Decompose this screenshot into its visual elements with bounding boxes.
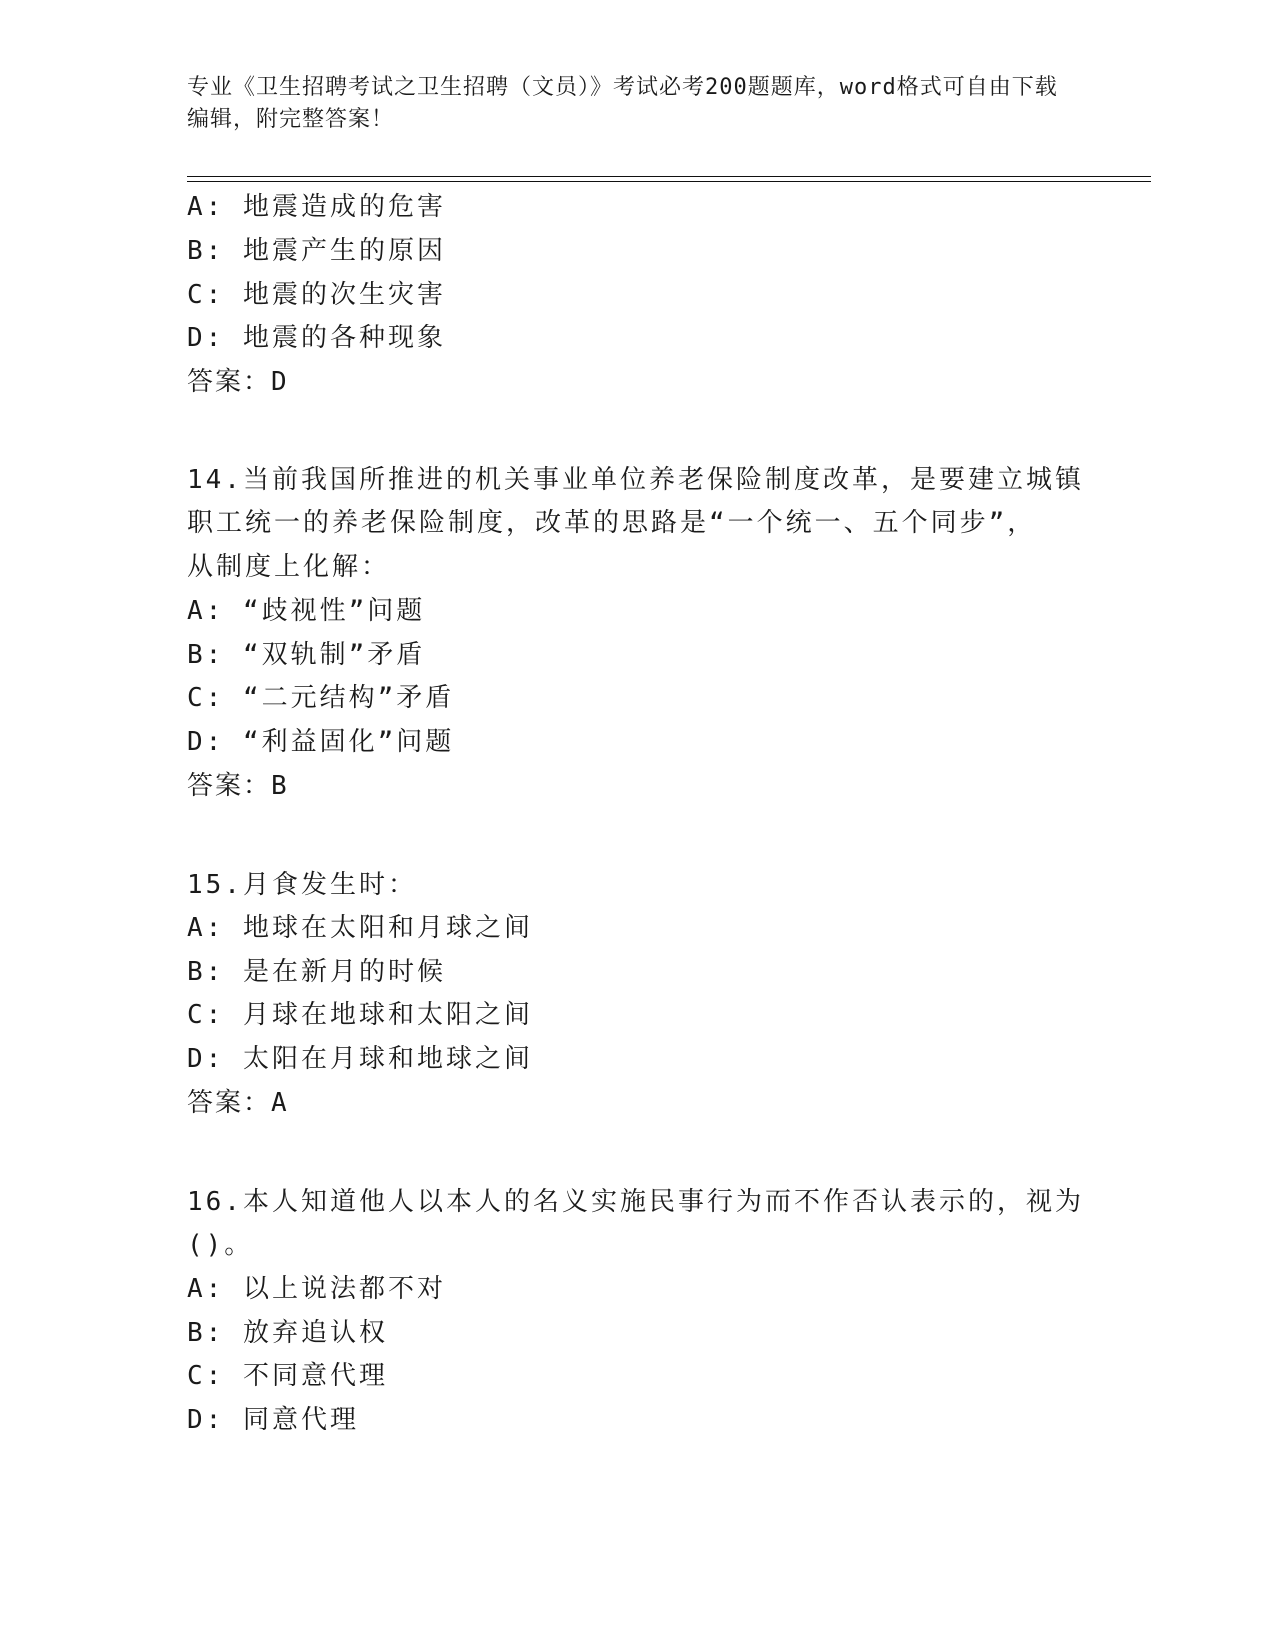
q13-option-b: B: 地震产生的原因 bbox=[187, 236, 446, 266]
q15-option-a: A: 地球在太阳和月球之间 bbox=[187, 913, 533, 943]
q15-stem-line-1: 15.月食发生时： bbox=[187, 870, 417, 900]
q14-answer: 答案：B bbox=[187, 771, 289, 801]
q13-answer: 答案：D bbox=[187, 367, 289, 397]
q16-option-a: A: 以上说法都不对 bbox=[187, 1274, 446, 1304]
header-divider-bottom bbox=[187, 181, 1151, 182]
q14-option-c: C: “二元结构”矛盾 bbox=[187, 683, 455, 713]
q14-stem-line-1: 14.当前我国所推进的机关事业单位养老保险制度改革，是要建立城镇 bbox=[187, 465, 1084, 495]
q16-stem-line-1: 16.本人知道他人以本人的名义实施民事行为而不作否认表示的，视为 bbox=[187, 1187, 1084, 1217]
q13-option-c: C: 地震的次生灾害 bbox=[187, 280, 446, 310]
q15-answer: 答案：A bbox=[187, 1088, 289, 1118]
q16-option-b: B: 放弃追认权 bbox=[187, 1318, 388, 1348]
q15-option-d: D: 太阳在月球和地球之间 bbox=[187, 1044, 533, 1074]
q13-option-d: D: 地震的各种现象 bbox=[187, 323, 446, 353]
q13-option-a: A: 地震造成的危害 bbox=[187, 192, 446, 222]
q16-option-d: D: 同意代理 bbox=[187, 1405, 359, 1435]
q14-option-b: B: “双轨制”矛盾 bbox=[187, 640, 426, 670]
q14-stem-line-2: 职工统一的养老保险制度，改革的思路是“一个统一、五个同步”， bbox=[187, 508, 1037, 538]
q15-option-c: C: 月球在地球和太阳之间 bbox=[187, 1000, 533, 1030]
header-divider-top bbox=[187, 176, 1151, 177]
q15-option-b: B: 是在新月的时候 bbox=[187, 957, 446, 987]
q14-option-d: D: “利益固化”问题 bbox=[187, 727, 455, 757]
q14-stem-line-3: 从制度上化解： bbox=[187, 552, 391, 582]
document-header: 专业《卫生招聘考试之卫生招聘（文员）》考试必考200题题库，word格式可自由下载编辑，附完整答案！ bbox=[187, 75, 1058, 132]
q14-option-a: A: “歧视性”问题 bbox=[187, 596, 426, 626]
q16-option-c: C: 不同意代理 bbox=[187, 1361, 388, 1391]
q16-stem-line-2: ()。 bbox=[187, 1230, 254, 1260]
